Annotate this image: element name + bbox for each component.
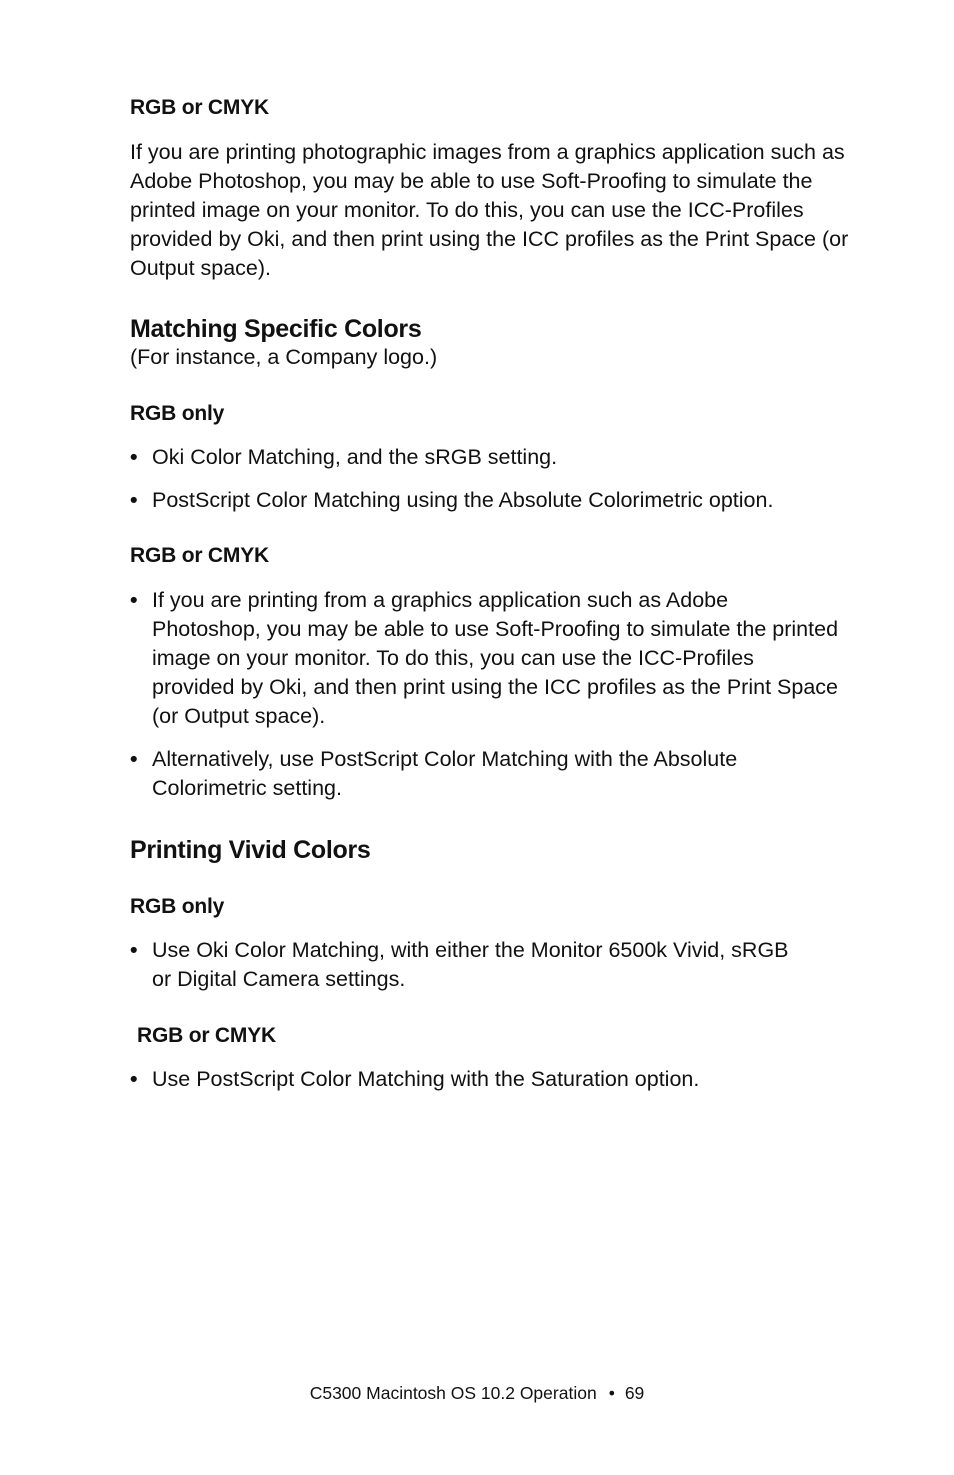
bullet-icon: • [130,1067,138,1091]
bullet-icon: • [130,488,138,512]
vivid-rgb-only-list [130,936,810,994]
section-heading-rgb-or-cmyk: RGB or CMYK [130,96,269,119]
list-item: • Use PostScript Color Matching with the Saturation option. [130,1065,860,1094]
heading-matching-specific-colors: Matching Specific Colors [130,315,422,343]
footer-title: C5300 Macintosh OS 10.2 Operation [309,1383,597,1403]
list-item: • Use Oki Color Matching, with either the Monitor 6500k Vivid, sRGB or Digital Camera settings. [130,938,789,991]
list-item: • If you are printing from a graphics application such as Adobe Photoshop, you may be able to use Soft-Proofing to simulate the printed image on your monitor. To do this, you can use the ICC-Profiles provided by Oki, and then print using the ICC profiles as the Print Space (or Output space). [130,588,839,728]
bullet-icon: • [130,445,138,469]
page-number: 69 [624,1383,645,1403]
matching-subtitle: (For instance, a Company logo.) [130,345,438,369]
matching-rgb-cmyk-list [130,586,842,803]
page-content [130,94,860,1094]
bullet-icon: • [130,588,138,612]
vivid-rgb-cmyk-list [130,1065,860,1094]
footer-separator: • [608,1383,615,1403]
page-footer [0,1381,954,1405]
vivid-rgb-cmyk-heading: RGB or CMYK [137,1024,276,1047]
bullet-icon: • [130,938,138,962]
heading-printing-vivid-colors: Printing Vivid Colors [130,836,371,864]
list-item: • PostScript Color Matching using the Absolute Colorimetric option. [130,486,860,515]
matching-rgb-cmyk-heading: RGB or CMYK [130,544,269,567]
bullet-icon: • [130,747,138,771]
list-item: • Oki Color Matching, and the sRGB setting. [130,443,860,472]
vivid-rgb-only-heading: RGB only [130,895,225,918]
list-item: • Alternatively, use PostScript Color Matching with the Absolute Colorimetric setting. [130,747,738,800]
intro-paragraph: If you are printing photographic images from a graphics application such as Adobe Photoshop, you may be able to use Soft-Proofing to simulate the printed image on your monitor. To do this, you can use the ICC-Profiles provided by Oki, and then print using the ICC profiles as the Print Space (or Output space). [130,140,849,280]
matching-rgb-only-heading: RGB only [130,402,225,425]
matching-rgb-only-list [130,443,860,515]
